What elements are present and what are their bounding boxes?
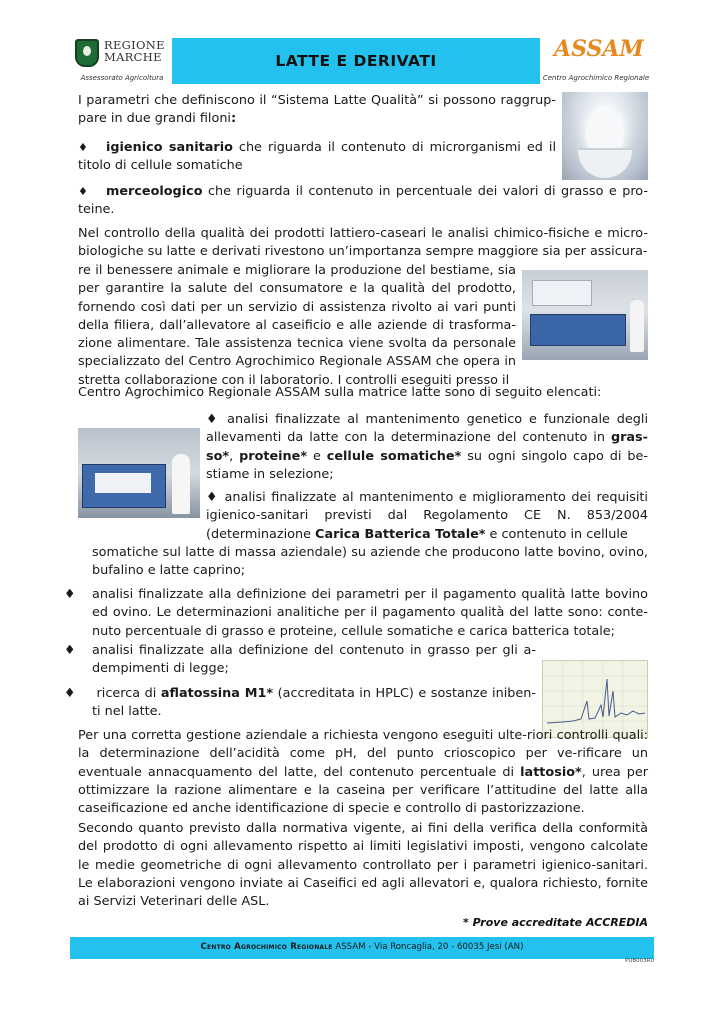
title-banner [172,38,540,84]
analisi-term-grasso: gras-so* [206,430,648,464]
bullet-diamond-icon: ♦ [206,412,221,427]
analisi-term-aflatossina: aflatossina M1* [160,686,274,701]
footer-address [70,942,654,952]
analisi-text: (accreditata in HPLC) e sostanze iniben-ti nel latte. [92,686,536,720]
regione-marche-logo [72,36,172,84]
intro-paragraph [78,92,556,129]
lab-analyzer-machine-2 [82,464,166,508]
analisi-text: analisi finalizzate alla definizione del contenuto in grasso per gli a-dempimenti di legge; [92,643,536,677]
analisi-item-igienico [206,489,648,544]
analisi-text: e [307,448,327,464]
analisi-text: e contenuto in cellule [485,526,628,542]
bullet-diamond-icon: ♦ [64,686,76,701]
analisi-text: analisi finalizzate al mantenimento genetico e funzionale degli allevamenti da latte con la determinazione del contenuto in [206,412,648,446]
centro-agrochimico-label: Centro Agrochimico Regionale [542,74,650,82]
filone-term: igienico sanitario [106,140,233,155]
assessorato-label: Assessorato Agricoltura [80,74,164,82]
intro-colon: : [231,111,237,127]
normativa-paragraph: Secondo quanto previsto dalla normativa vigente, ai fini della verifica della conformità del prodotto di ogni allevamento rispetto ai limiti legislativi imposti, vengono calcolate le medie geometriche di ogni allevamento controllato per i parametri igienico-sanitari. Le elaborazioni vengono inviate ai Caseifici ed agli allevatori e, qualora richiesto, fornite ai Servizi Veterinari delle ASL. [78,821,648,910]
lab-technician-figure [630,300,644,352]
filone-merceologico [78,183,648,220]
laboratory-photo-1 [522,270,648,360]
lab-technician-figure-2 [172,454,190,514]
analisi-item-aflatossina [64,685,536,722]
bullet-diamond-icon: ♦ [64,587,76,602]
analisi-item-igienico-cont: somatiche sul latte di massa aziendale) su aziende che producono latte bovino, ovino, bufalino e latte caprino; [92,545,648,579]
regione-marche-shield-icon [75,39,99,67]
filone-text: che riguarda il contenuto di microrganismi ed il titolo di cellule somatiche [78,140,556,174]
region-line-1: REGIONE [104,38,165,52]
milk-glass-shape [578,148,632,178]
analisi-text: ricerca di [92,686,161,701]
filone-term: merceologico [106,184,203,199]
analisi-term-cellule: cellule somatiche* [326,448,462,464]
analisi-item-genetico [206,411,648,484]
analisi-text: analisi finalizzate al mantenimento e miglioramento dei requisiti igienico-sanitari previsti dal Regolamento CE N. 853/2004 (determinazione [206,490,648,542]
gestione-paragraph [78,727,648,818]
analisi-item-pagamento [64,586,648,641]
controllo-paragraph-wrap: re il benessere animale e migliorare la produzione del bestiame, sia per garantire la salute del consumatore e la qualità del prodotto, fornendo così dati per un servizio di assistenza rivolto ai vari punti della filiera, dall’allevatore al caseificio e alle aziende di trasforma-zione alimentare. Tale assistenza tecnica viene svolta da personale specializzato del Centro Agrochimico Regionale ASSAM che opera in stretta collaborazione con il laboratorio. I controlli eseguiti presso il [78,263,516,388]
lab-analyzer-panel [95,473,151,493]
gestione-term-lattosio: lattosio* [520,764,582,780]
analisi-term-carica: Carica Batterica Totale* [315,526,486,542]
controllo-paragraph-bottom: Centro Agrochimico Regionale ASSAM sulla matrice latte sono di seguito elencati: [78,385,602,400]
bullet-diamond-icon: ♦ [78,185,88,198]
regione-marche-wordmark [104,39,165,63]
bullet-diamond-icon: ♦ [78,141,88,154]
analisi-text: analisi finalizzate alla definizione dei parametri per il pagamento qualità latte bovino ed ovino. Le determinazioni analitiche per il pagamento qualità del latte sono: conte-nuto percentuale di grasso e proteine, cellule somatiche e carica batterica totale; [92,587,648,639]
bullet-diamond-icon: ♦ [64,643,76,658]
assam-wordmark: ASSAM [554,36,644,62]
filone-text: che riguarda il contenuto in percentuale dei valori di grasso e pro-teine. [78,184,648,218]
lab-analyzer-machine [530,314,626,346]
footer-banner [70,937,654,959]
analisi-text: su ogni singolo capo di be-stiame in selezione; [206,448,648,482]
analisi-item-grasso [64,642,536,679]
footer-address-text: ASSAM - Via Roncaglia, 20 - 60035 Jesi (AN) [332,942,524,952]
region-line-2: MARCHE [104,50,162,64]
filone-igienico [78,139,556,176]
assam-logo [540,36,652,84]
intro-text: I parametri che definiscono il “Sistema Latte Qualità” si possono raggrup-pare in due grandi filoni [78,93,556,127]
accredia-note: * Prove accreditate ACCREDIA [462,916,648,929]
gestione-text: Per una corretta gestione aziendale a richiesta vengono eseguiti ulte-riori controlli quali: la determinazione dell’acidità come pH, del punto crioscopico per ve-rificare un eventuale annacquamento del latte, del contenuto percentuale di [78,728,648,780]
analisi-text: , [229,448,240,464]
page-title: LATTE E DERIVATI [275,52,437,70]
bullet-diamond-icon: ♦ [206,490,219,505]
document-code: PUB003R0 [625,958,654,964]
lab-window [532,280,592,306]
gestione-text: , urea per ottimizzare la razione alimentare e la caseina per verificare l’attitudine del latte alla caseificazione ed anche identificazione di specie e controllo di pastorizzazione. [78,764,648,817]
controllo-paragraph-top: Nel controllo della qualità dei prodotti lattiero-caseari le analisi chimico-fisiche e micro-biologiche su latte e derivati rivestono un’importanza sempre maggiore sia per assicura- [78,226,648,260]
milk-splash-photo [562,92,648,180]
laboratory-photo-2 [78,428,200,518]
footer-centro: Centro Agrochimico Regionale [200,942,333,952]
analisi-term-proteine: proteine* [239,448,308,464]
